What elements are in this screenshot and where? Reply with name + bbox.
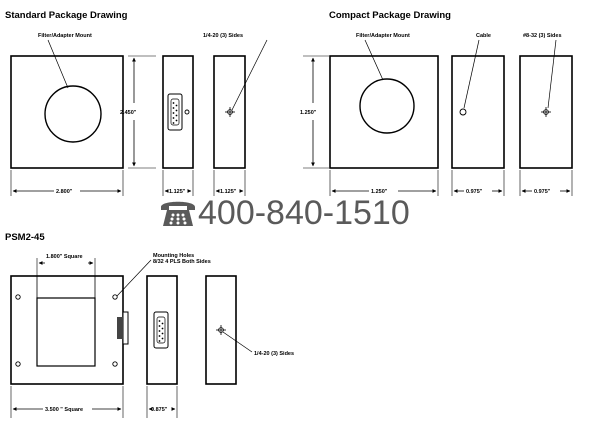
psm-sides-label: 1/4-20 (3) Sides [254,351,295,357]
phone-number: 400-840-1510 [198,194,410,232]
compact-title: Compact Package Drawing [329,10,451,21]
standard-title: Standard Package Drawing [5,10,128,21]
standard-side2-dim: 1.125" [220,189,237,195]
psm-holes-label-2: 8/32 4 PLS Both Sides [153,259,211,265]
standard-side1-dim: 1.125" [169,189,186,195]
db9-connector-icon [168,94,182,130]
compact-tapped-hole-icon [541,107,551,117]
psm-tapped-hole-icon [216,325,226,335]
compact-filter-label: Filter/Adapter Mount [356,33,410,39]
psm-holes-leader [117,260,151,296]
psm-sides-leader [223,332,252,352]
compact-cable-leader [464,40,479,108]
psm-connector-body [117,317,123,339]
standard-tapped-hole-icon [225,107,235,117]
compact-front-view [330,56,438,168]
standard-sides-label: 1/4-20 (3) Sides [203,33,244,39]
standard-screw-hole-icon [185,110,189,114]
compact-cable-label: Cable [476,33,491,39]
standard-filter-circle [45,86,101,142]
compact-filter-leader [365,40,383,80]
compact-filter-circle [360,79,414,133]
psm-width-dim: 3.500 " Square [45,407,84,413]
psm-db9-connector-icon [154,312,168,348]
standard-front-view [11,56,123,168]
compact-side1-dim: 0.975" [466,189,483,195]
phone-watermark [158,194,448,232]
standard-width-dim: 2.800" [56,189,73,195]
standard-filter-leader [48,40,68,88]
compact-side2-dim: 0.975" [534,189,551,195]
psm-inner-square [37,298,95,366]
standard-height-dim: 2.450" [120,110,137,116]
psm-holes-label-1: Mounting Holes [153,253,195,259]
psm-title: PSM2-45 [5,232,45,243]
compact-sides-label: #8-32 (3) Sides [523,33,562,39]
psm-connector-stub [123,312,128,344]
psm-front-view [11,276,123,384]
compact-sides-leader [548,40,556,108]
psm-mounting-hole-icons [16,295,117,366]
standard-sides-leader [232,40,267,110]
standard-filter-label: Filter/Adapter Mount [38,33,92,39]
cable-port-icon [460,109,466,115]
compact-height-dim: 1.250" [300,110,317,116]
telephone-icon [158,196,198,230]
compact-width-dim: 1.250" [371,189,388,195]
psm-side-dim: 0.875" [151,407,168,413]
psm-square-label: 1.800" Square [46,254,83,260]
